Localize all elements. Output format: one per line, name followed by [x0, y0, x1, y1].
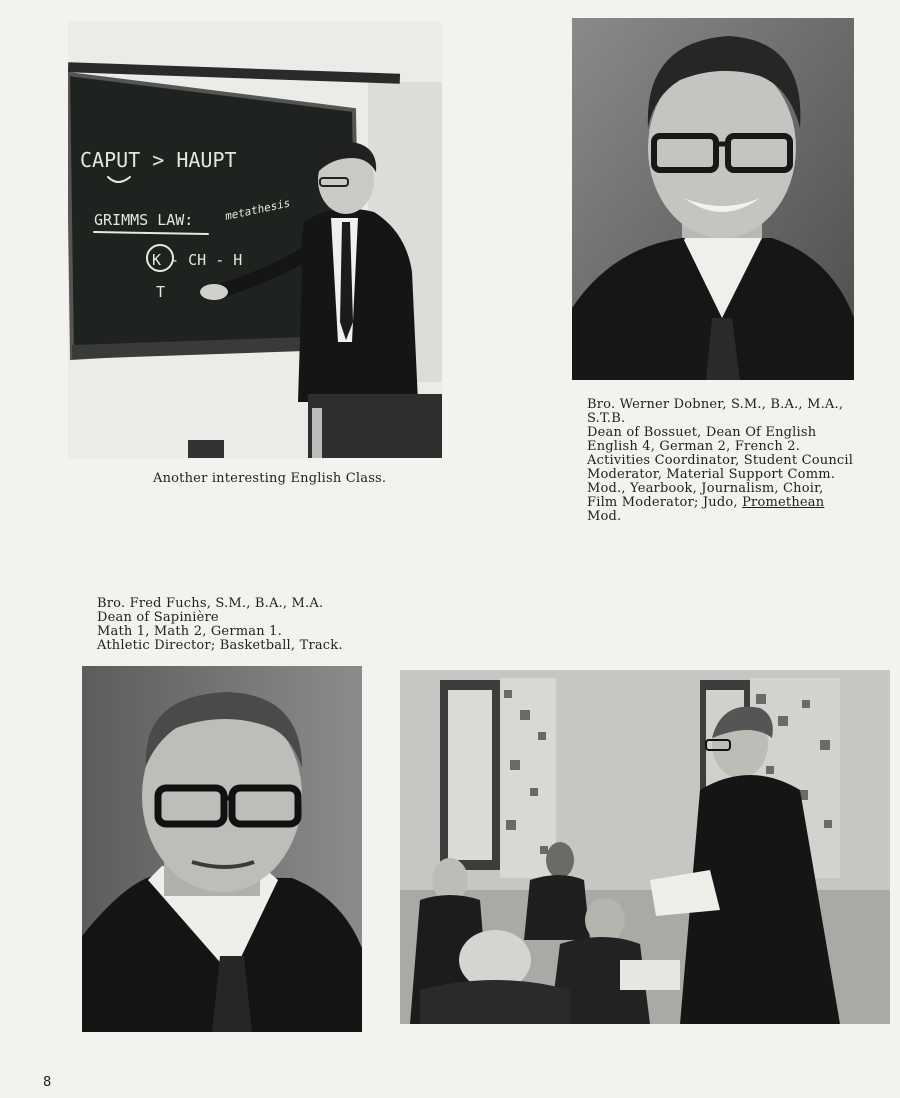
dobner-line-4: English 4, German 2, French 2. [587, 439, 801, 454]
chalk-line-4: T [156, 283, 166, 301]
dobner-line-8 [587, 496, 853, 510]
fuchs-line-3: Math 1, Math 2, German 1. [97, 624, 282, 639]
dobner-line-9: Mod. [587, 509, 622, 524]
promethean-underlined: Promethean [742, 495, 825, 510]
fuchs-line-4: Athletic Director; Basketball, Track. [97, 638, 343, 653]
dobner-line-1: Bro. Werner Dobner, S.M., B.A., M.A., [587, 397, 844, 412]
photo-classroom [400, 670, 890, 1024]
fuchs-line-2: Dean of Sapinière [97, 610, 219, 625]
english-class-illustration [68, 22, 442, 458]
dobner-line-6: Moderator, Material Support Comm. [587, 467, 836, 482]
dobner-portrait-illustration [572, 18, 854, 380]
chalk-line-2: GRIMMS LAW: [94, 211, 194, 229]
dobner-line-2: S.T.B. [587, 411, 626, 426]
fuchs-portrait-illustration [82, 666, 362, 1032]
fuchs-caption [97, 597, 343, 653]
dobner-caption [587, 398, 853, 524]
class-caption: Another interesting English Class. [153, 471, 387, 486]
dobner-line-7: Mod., Yearbook, Journalism, Choir, [587, 481, 824, 496]
portrait-fred-fuchs [82, 666, 362, 1032]
chalk-line-3: K - CH - H [152, 251, 243, 269]
chalk-line-1: CAPUT > HAUPT [80, 148, 237, 172]
chalk-note: metathesis [223, 196, 292, 223]
photo-english-class [68, 22, 442, 458]
dobner-line-5: Activities Coordinator, Student Council [587, 453, 854, 468]
portrait-werner-dobner [572, 18, 854, 380]
classroom-illustration [400, 670, 890, 1024]
dobner-line-3: Dean of Bossuet, Dean Of English [587, 425, 817, 440]
fuchs-line-1: Bro. Fred Fuchs, S.M., B.A., M.A. [97, 596, 324, 611]
page-number: 8 [43, 1075, 52, 1090]
dobner-line-8-prefix: Film Moderator; Judo, [587, 495, 743, 510]
